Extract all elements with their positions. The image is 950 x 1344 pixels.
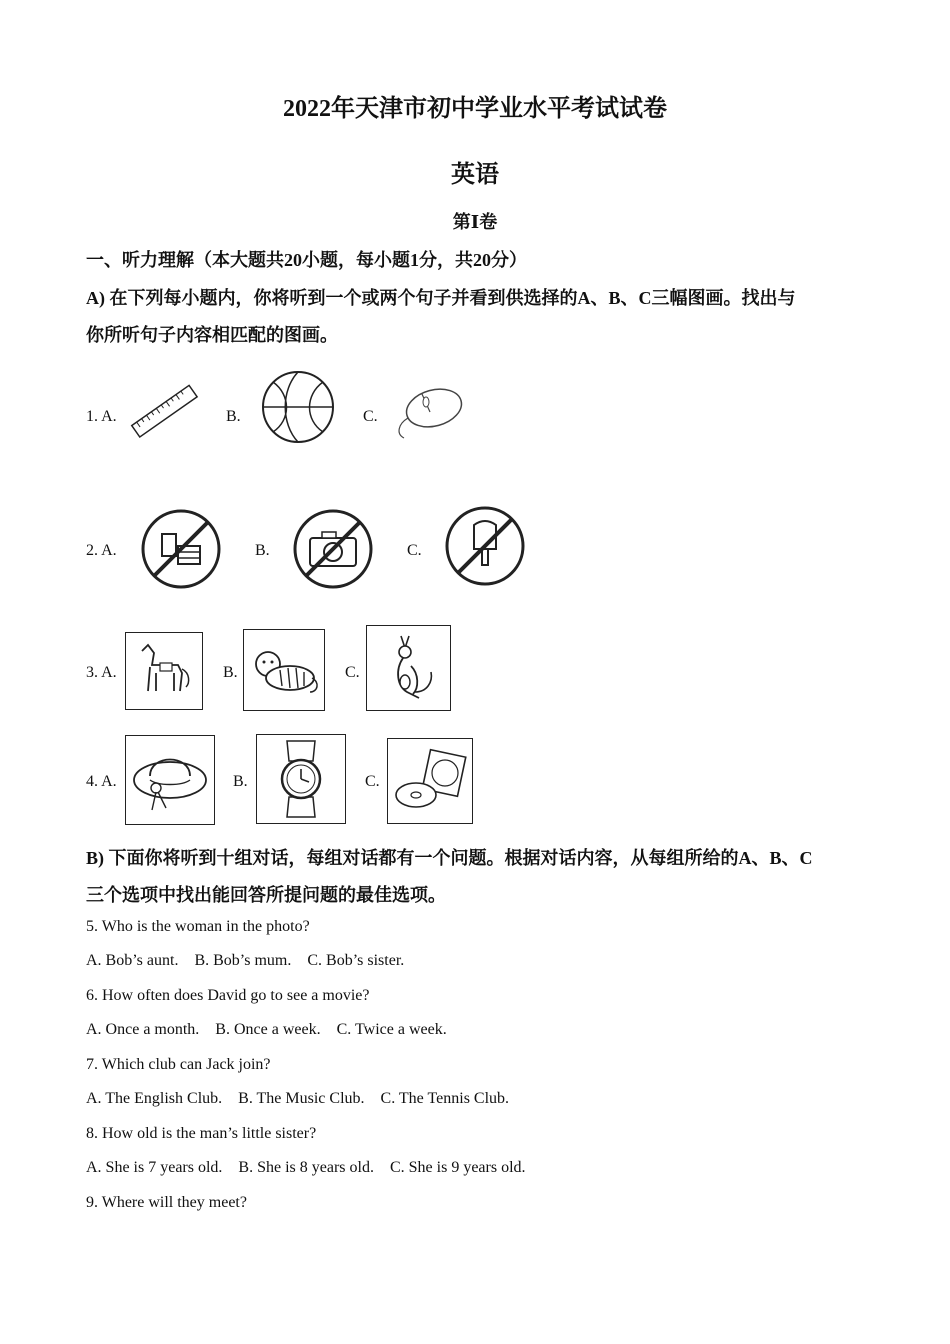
part-b-instruction-2: 三个选项中找出能回答所提问题的最佳选项。 [86,885,446,905]
q4-c-label: C. [365,773,380,790]
q8-options: A. She is 7 years old. B. She is 8 years old. C. She is 9 years old. [86,1159,526,1176]
q7-options: A. The English Club. B. The Music Club. C. The Tennis Club. [86,1090,510,1107]
q9-question: 9. Where will they meet? [86,1194,247,1211]
q4-label: 4. A. [86,773,117,790]
q3-label: 3. A. [86,664,117,681]
basketball-icon [261,370,335,444]
volume-title: 第Ⅰ卷 [452,212,498,232]
horse-icon [125,632,203,710]
q4-b-label: B. [233,773,248,790]
q2-label: 2. A. [86,542,117,559]
section-heading: 一、听力理解（本大题共20小题，每小题1分，共20分） [86,250,527,270]
q3-b-label: B. [223,664,238,681]
part-b-instruction-1: B) 下面你将听到十组对话，每组对话都有一个问题。根据对话内容，从每组所给的A、B、C [86,848,813,868]
no-food-drink-icon [140,508,222,590]
q1-c-label: C. [363,408,378,425]
q6-question: 6. How often does David go to see a movie? [86,987,370,1004]
subject-title: 英语 [451,162,499,188]
q5-question: 5. Who is the woman in the photo? [86,918,310,935]
q5-options: A. Bob’s aunt. B. Bob’s mum. C. Bob’s sister. [86,952,405,969]
computer-mouse-icon [392,382,466,442]
part-a-instruction-1: A) 在下列每小题内，你将听到一个或两个句子并看到供选择的A、B、C三幅图画。找出与 [86,288,796,308]
q7-question: 7. Which club can Jack join? [86,1056,271,1073]
q8-question: 8. How old is the man’s little sister? [86,1125,317,1142]
q3-c-label: C. [345,664,360,681]
watch-icon [256,734,346,824]
tiger-icon [243,629,325,711]
q1-label: 1. A. [86,408,117,425]
cd-icon [387,738,473,824]
q2-b-label: B. [255,542,270,559]
hat-icon [125,735,215,825]
q1-b-label: B. [226,408,241,425]
no-ice-cream-icon [444,505,526,587]
part-a-instruction-2: 你所听句子内容相匹配的图画。 [86,325,338,345]
kangaroo-icon [366,625,451,711]
q2-c-label: C. [407,542,422,559]
ruler-icon [128,380,202,444]
no-camera-icon [292,508,374,590]
exam-title: 2022年天津市初中学业水平考试试卷 [283,96,667,122]
q6-options: A. Once a month. B. Once a week. C. Twice a week. [86,1021,447,1038]
